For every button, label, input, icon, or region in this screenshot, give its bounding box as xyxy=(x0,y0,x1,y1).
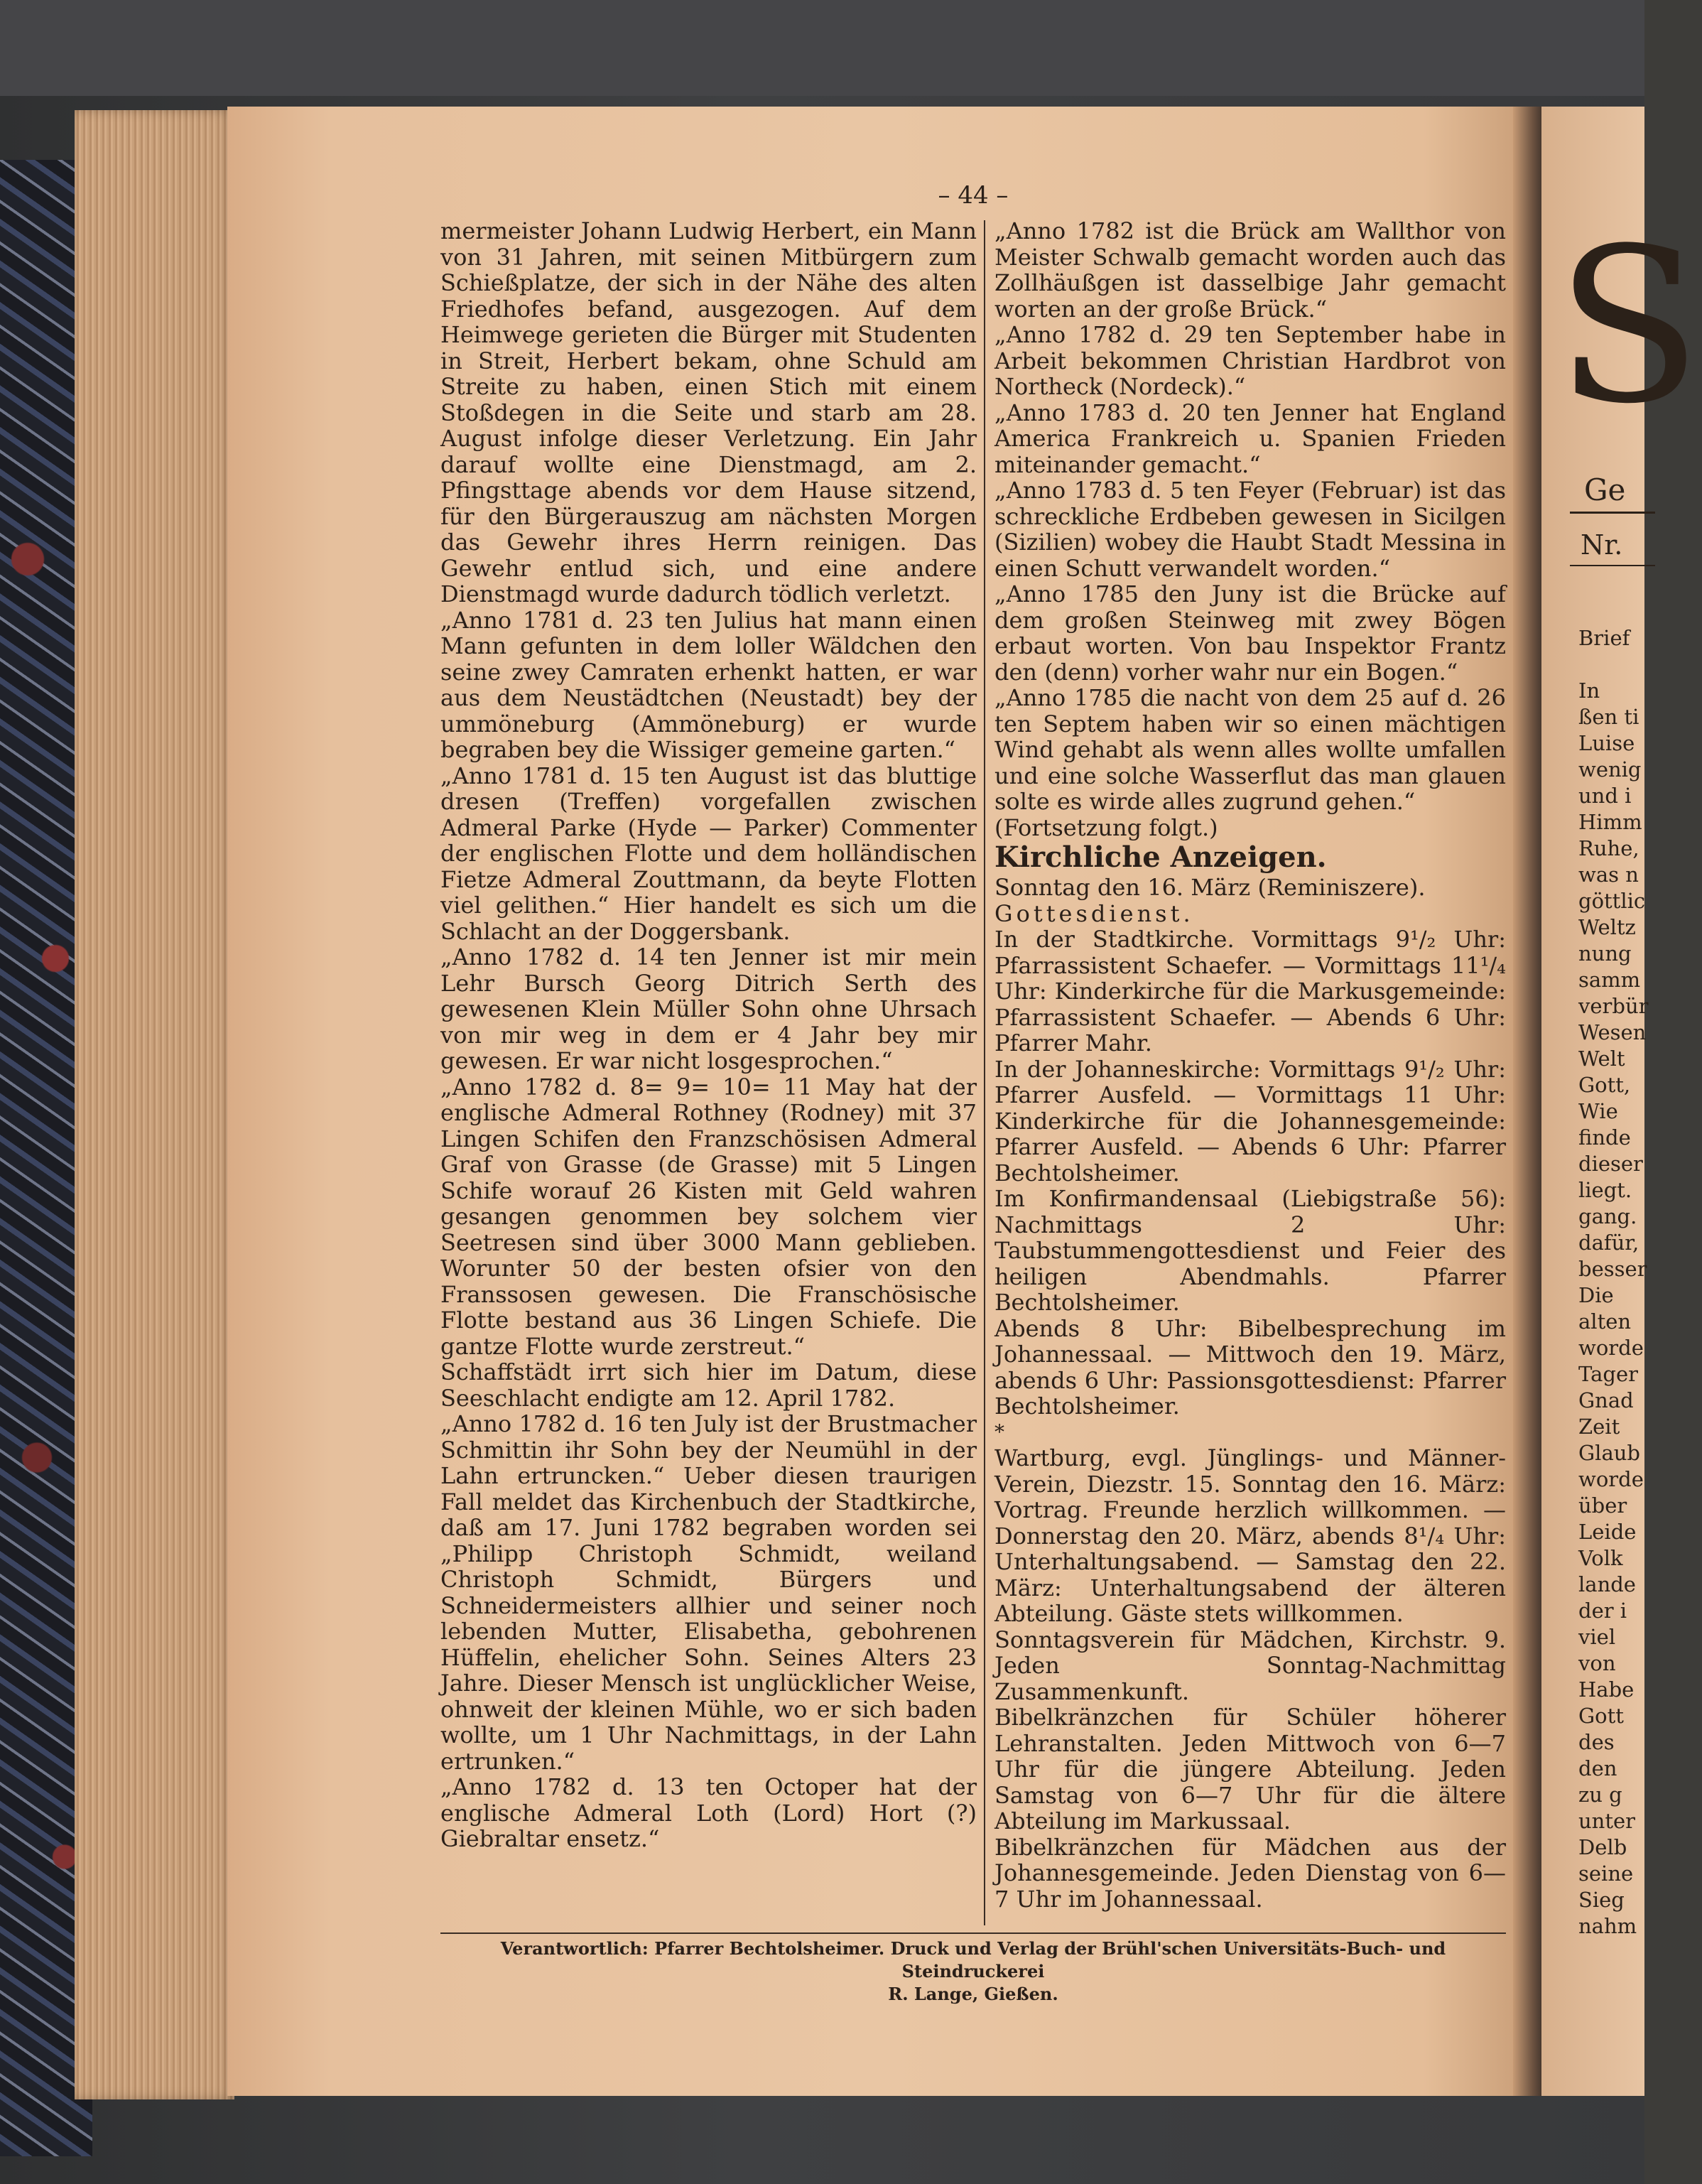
paragraph: „Anno 1785 die nacht von dem 25 auf d. 26 ten Septem haben wir so einen mächtigen Wind gehabt als wenn alles wollte umfallen und eine solche Wasserflut das man glauen solte es wirde alles zugrund gehen.“ xyxy=(994,684,1506,815)
facing-page-line: Leide xyxy=(1578,1520,1637,1544)
facing-page-line: seine xyxy=(1578,1861,1634,1886)
club-notice: Bibelkränzchen für Mädchen aus der Johannesgemeinde. Jeden Dienstag von 6—7 Uhr im Johannessaal. xyxy=(994,1833,1506,1913)
imprint-line: Verantwortlich: Pfarrer Bechtolsheimer. Druck und Verlag der Brühl'schen Universitäts-Buch- und Steindruckerei xyxy=(500,1938,1446,1982)
paragraph: „Anno 1782 ist die Brück am Wallthor von Meister Schwalb gemacht worden auch das Zollhäußgen ist dasselbige Jahr gemacht worten an der große Brück.“ xyxy=(994,217,1506,323)
facing-page-line: des xyxy=(1578,1730,1615,1754)
column-divider xyxy=(984,220,985,1925)
book-gutter xyxy=(1513,107,1545,2096)
facing-page-line: Delb xyxy=(1578,1835,1627,1859)
facing-page-line: Wie xyxy=(1578,1099,1618,1123)
facing-page-line xyxy=(1578,652,1664,678)
facing-page-line: über xyxy=(1578,1493,1627,1518)
right-column xyxy=(994,218,1506,1912)
notice: Im Konfirmandensaal (Liebigstraße 56): Nachmittags 2 Uhr: Taubstummengottesdienst und Feier des heiligen Abendmahls. Pfarrer Bechtolsheimer. xyxy=(994,1185,1506,1316)
facing-page-line: den xyxy=(1578,1756,1617,1780)
facing-page-number-label: Nr. xyxy=(1581,529,1623,561)
facing-page-line: finde xyxy=(1578,1125,1631,1150)
paragraph: „Anno 1782 d. 8= 9= 10= 11 May hat der englische Admeral Rothney (Rodney) mit 37 Lingen Schifen den Franzschösisen Admeral Graf von Grasse (de Grasse) mit 5 Lingen Schife worauf 26 Kisten mit Geld wahren gesangen genommen bey solchem vier Seetresen sind über 3000 Mann geblieben. Worunter 50 der besten ofsier von den Franssosen gewesen. Die Franschösische Flotte bestand aus 36 Lingen Schiefe. Die gantze Flotte wurde zerstreut.“ xyxy=(440,1073,977,1360)
facing-page-line: von xyxy=(1578,1651,1616,1675)
paragraph: mermeister Johann Ludwig Herbert, ein Mann von 31 Jahren, mit seinen Mitbürgern zum Schießplatze, der sich in der Nähe des alten Friedhofes befand, ausgezogen. Auf dem Heimwege gerieten die Bürger mit Studenten in Streit, Herbert bekam, ohne Schuld am Streite zu haben, einen Stich mit einem Stoßdegen in die Seite und starb am 28. August infolge dieser Verletzung. Ein Jahr darauf wollte eine Dienstmagd, am 2. Pfingsttage abends vor dem Hause sitzend, für den Bürgerauszug am nächsten Morgen das Gewehr ihres Herrn reinigen. Das Gewehr entlud sich, und eine andere Dienstmagd wurde dadurch tödlich verletzt. xyxy=(440,217,977,607)
facing-page xyxy=(1541,107,1702,2096)
facing-page-line: Volk xyxy=(1578,1546,1623,1570)
facing-page-line: nung xyxy=(1578,941,1632,966)
facing-page-rule xyxy=(1570,512,1655,514)
paragraph: „Anno 1782 d. 14 ten Jenner ist mir mein Lehr Bursch Georg Ditrich Serth des gewesenen Klein Müller Sohn ohne Uhrsach von mir weg in dem er 4 Jahr bey mir gewesen. Er war nicht losgesprochen.“ xyxy=(440,944,977,1074)
continued-note: (Fortsetzung folgt.) xyxy=(994,813,1218,841)
facing-page-line: Gott xyxy=(1578,1704,1624,1728)
facing-page-line: Habe xyxy=(1578,1677,1635,1702)
notice: In der Johanneskirche: Vormittags 9¹/₂ Uhr: Pfarrer Ausfeld. — Vormittags 11 Uhr: Kinderkirche für die Johannesgemeinde: Pfarrer Ausfeld. — Abends 6 Uhr: Pfarrer Bechtolsheimer. xyxy=(994,1055,1506,1186)
cover-board xyxy=(0,0,1644,96)
imprint xyxy=(440,1937,1506,2006)
footer-rule xyxy=(440,1932,1506,1934)
facing-page-line: wenig xyxy=(1578,757,1642,782)
left-column xyxy=(440,218,977,1852)
facing-page-line: Tager xyxy=(1578,1362,1638,1386)
facing-page-line: Weltz xyxy=(1578,915,1636,939)
facing-page-line: Glaub xyxy=(1578,1441,1640,1465)
paragraph: „Anno 1781 d. 15 ten August ist das bluttige dresen (Treffen) vorgefallen zwischen Admeral Parke (Hyde — Parker) Commenter der englischen Flotte und dem holländischen Fietze Admeral Zouttmann, da beyte Flotten viel gelithen.“ Hier handelt es sich um die Schlacht an der Doggersbank. xyxy=(440,762,977,945)
paragraph: „Anno 1782 d. 13 ten Octoper hat der englische Admeral Loth (Lord) Hort (?) Giebraltar ensetz.“ xyxy=(440,1773,977,1852)
facing-page-line: Die xyxy=(1578,1283,1614,1307)
paragraph: „Anno 1783 d. 20 ten Jenner hat England America Frankreich u. Spanien Frieden miteinander gemacht.“ xyxy=(994,399,1506,478)
imprint-line: R. Lange, Gießen. xyxy=(888,1984,1058,2004)
page-content xyxy=(440,181,1506,2004)
facing-page-initial: S xyxy=(1556,202,1702,450)
section-heading: Kirchliche Anzeigen. xyxy=(994,840,1327,874)
facing-page-line: unter xyxy=(1578,1809,1636,1833)
facing-page-line: Gnad xyxy=(1578,1388,1634,1412)
facing-page-line: Welt xyxy=(1578,1047,1625,1071)
facing-page-text xyxy=(1578,625,1664,1940)
paragraph: „Anno 1785 den Juny ist die Brücke auf dem großen Steinweg mit zwey Bögen erbaut worten. Von bau Inspektor Frantz den (denn) vorher wahr nur ein Bogen.“ xyxy=(994,580,1506,686)
facing-page-line: worde xyxy=(1578,1336,1644,1360)
separator: * xyxy=(994,1420,1004,1444)
club-notice: Sonntagsverein für Mädchen, Kirchstr. 9. Jeden Sonntag-Nachmittag Zusammenkunft. xyxy=(994,1626,1506,1705)
facing-page-line: besser xyxy=(1578,1257,1647,1281)
facing-page-line: Sieg xyxy=(1578,1888,1625,1912)
club-notice: Bibelkränzchen für Schüler höherer Lehranstalten. Jeden Mittwoch von 6—7 Uhr für die jüngere Abteilung. Jeden Samstag von 6—7 Uhr für die ältere Abteilung im Markussaal. xyxy=(994,1704,1506,1834)
facing-page-line: zu g xyxy=(1578,1783,1622,1807)
page-edges xyxy=(75,110,234,2099)
facing-page-line: liegt. xyxy=(1578,1178,1632,1202)
facing-page-line: In xyxy=(1578,679,1600,703)
facing-page-line: viel xyxy=(1578,1625,1616,1649)
paragraph: „Anno 1782 d. 29 ten September habe in Arbeit bekommen Christian Hardbrot von Northeck (Nordeck).“ xyxy=(994,321,1506,400)
sunday-line: Sonntag den 16. März (Reminiszere). xyxy=(994,874,1426,901)
facing-page-line: Himm xyxy=(1578,810,1642,834)
facing-page-line: ßen ti xyxy=(1578,705,1639,729)
facing-page-line: was n xyxy=(1578,863,1639,887)
facing-page-line: gang. xyxy=(1578,1204,1637,1228)
facing-page-line: dieser xyxy=(1578,1152,1643,1176)
paragraph: Schaffstädt irrt sich hier im Datum, diese Seeschlacht endigte am 12. April 1782. xyxy=(440,1358,977,1412)
facing-page-line: verbür xyxy=(1578,994,1649,1018)
notice: Abends 8 Uhr: Bibelbesprechung im Johannessaal. — Mittwoch den 19. März, abends 6 Uhr: Passionsgottesdienst: Pfarrer Bechtolsheimer. xyxy=(994,1314,1506,1420)
facing-page-line: worde xyxy=(1578,1467,1644,1491)
facing-page-line: lande xyxy=(1578,1572,1636,1596)
facing-page-line: Ruhe, xyxy=(1578,836,1639,860)
paragraph: „Anno 1782 d. 16 ten July ist der Brustmacher Schmittin ihr Sohn bey der Neumühl in der Lahn ertruncken.“ Ueber diesen traurigen Fall meldet das Kirchenbuch der Stadtkirche, daß am 17. Juni 1782 begraben worden sei „Philipp Christoph Schmidt, weiland Christoph Schmidt, Bürgers und Schneidermeisters allhier und seiner noch lebenden Mutter, Elisabetha, gebohrenen Hüffelin, ehelicher Sohn. Seines Alters 23 Jahre. Dieser Mensch ist unglücklicher Weise, ohnweit der kleinen Mühle, wo er sich baden wollte, um 1 Uhr Nachmittags, in der Lahn ertrunken.“ xyxy=(440,1410,977,1775)
facing-page-line: und i xyxy=(1578,784,1632,808)
facing-page-line: Gott, xyxy=(1578,1073,1631,1097)
paragraph: „Anno 1783 d. 5 ten Feyer (Februar) ist das schreckliche Erdbeben gewesen in Sicilgen (Sizilien) wobey die Haubt Stadt Messina in einen Schutt verwandelt worden.“ xyxy=(994,477,1506,582)
facing-page-line: dafür, xyxy=(1578,1231,1639,1255)
facing-page-line: nahm xyxy=(1578,1914,1637,1938)
facing-page-line: Brief xyxy=(1578,626,1630,650)
facing-page-line: Zeit xyxy=(1578,1415,1620,1439)
page-number: – 44 – xyxy=(938,181,1009,210)
club-notice: Wartburg, evgl. Jünglings- und Männer-Verein, Diezstr. 15. Sonntag den 16. März: Vortrag. Freunde herzlich willkommen. — Donnerstag den 20. März, abends 8¹/₄ Uhr: Unterhaltungsabend. — Samstag den 22. März: Unterhaltungsabend der älteren Abteilung. Gäste stets willkommen. xyxy=(994,1444,1506,1627)
facing-page-line: der i xyxy=(1578,1599,1627,1623)
service-heading: Gottesdienst. xyxy=(994,899,1194,927)
facing-page-rule xyxy=(1570,565,1655,566)
facing-page-line: Wesen xyxy=(1578,1020,1647,1044)
facing-page-line: alten xyxy=(1578,1309,1632,1334)
facing-page-heading: Ge xyxy=(1584,472,1626,507)
facing-page-line: göttlic xyxy=(1578,889,1646,913)
paragraph: „Anno 1781 d. 23 ten Julius hat mann einen Mann gefunten in dem loller Wäldchen den seine zwey Camraten erhenkt hatten, er war aus dem Neustädtchen (Neustadt) bey der ummöneburg (Ammöneburg) er wurde begraben bey die Wissiger gemeine garten.“ xyxy=(440,606,977,763)
facing-page-line: Luise xyxy=(1578,731,1635,755)
facing-page-line: samm xyxy=(1578,968,1641,992)
notice: In der Stadtkirche. Vormittags 9¹/₂ Uhr: Pfarrassistent Schaefer. — Vormittags 11¹/₄ Uhr: Kinderkirche für die Markusgemeinde: Pfarrassistent Schaefer. — Abends 6 Uhr: Pfarrer Mahr. xyxy=(994,926,1506,1056)
